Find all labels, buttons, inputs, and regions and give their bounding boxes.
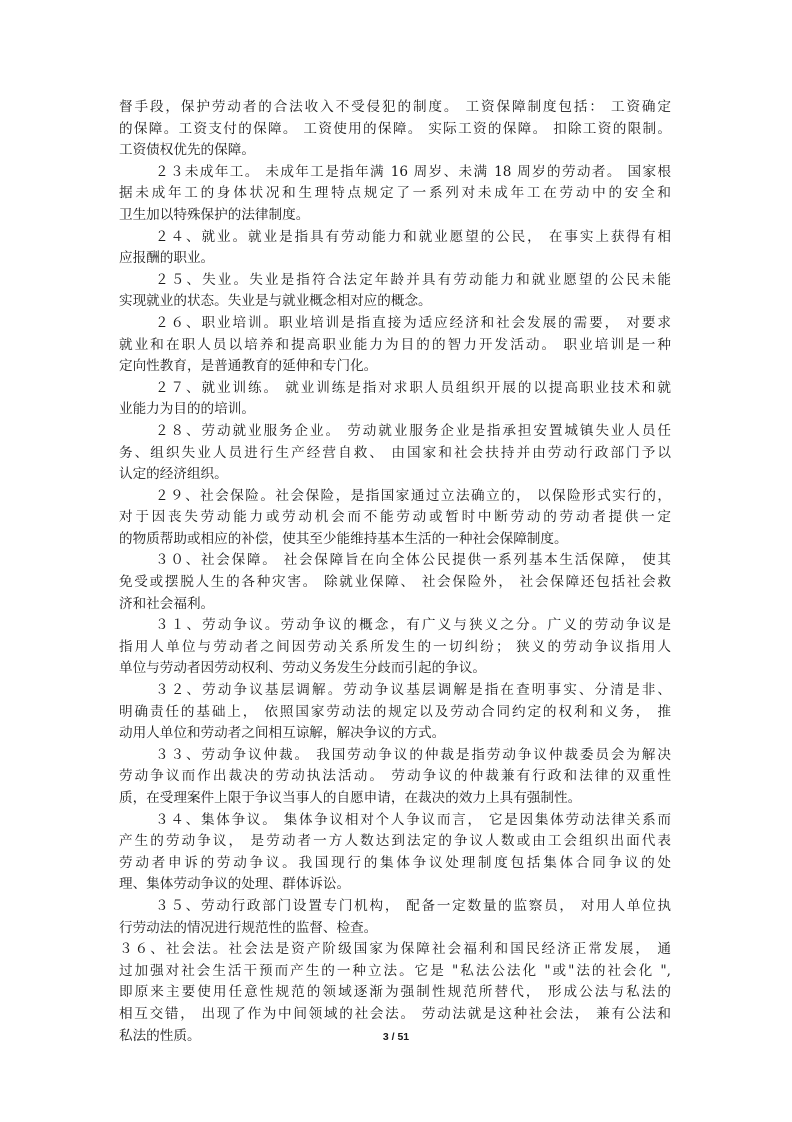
text-line: 产生的劳动争议， 是劳动者一方人数达到法定的争议人数或由工会组织出面代表 (119, 833, 671, 850)
paragraph-26-start: ２６、职业培训。职业培训是指直接为适应经济和社会发展的需要， 对要求 (155, 314, 671, 331)
text-line: 免受或摆脱人生的各种灾害。 除就业保障、 社会保险外， 社会保障还包括社会救 (119, 574, 671, 591)
paragraph-25-start: ２５、失业。失业是指符合法定年龄并具有劳动能力和就业愿望的公民未能 (155, 271, 671, 288)
text-line: 对于因丧失劳动能力或劳动机会而不能劳动或暂时中断劳动的劳动者提供一定 (119, 509, 671, 526)
text-line: 质，在受理案件上限于争议当事人的自愿申请，在裁决的效力上具有强制性。 (119, 790, 582, 806)
text-line: 督手段，保护劳动者的合法收入不受侵犯的制度。 工资保障制度包括： 工资确定 (119, 99, 671, 115)
text-line: 认定的经济组织。 (119, 466, 228, 483)
text-line: 业能力为目的的培训。 (119, 401, 255, 418)
paragraph-35-start: ３５、劳动行政部门设置专门机构， 配备一定数量的监察员， 对用人单位执 (155, 897, 671, 914)
paragraph-31-start: ３１、劳动争议。劳动争议的概念，有广义与狭义之分。广义的劳动争议是 (155, 617, 671, 634)
paragraph-33-start: ３３、劳动争议仲裁。 我国劳动争议的仲裁是指劳动争议仲裁委员会为解决 (155, 746, 671, 763)
text-line: 行劳动法的情况进行规范性的监督、检查。 (119, 919, 378, 936)
paragraph-23-start: ２３未成年工。 未成年工是指年满 16 周岁、未满 18 周岁的劳动者。 国家根 (155, 163, 671, 180)
text-line: 工资债权优先的保障。 (119, 142, 255, 159)
paragraph-32-start: ３２、劳动争议基层调解。劳动争议基层调解是指在查明事实、分清是非、 (155, 682, 671, 699)
text-line: 定向性教育，是普通教育的延伸和专门化。 (119, 358, 378, 375)
text-line: 过加强对社会生活干预而产生的一种立法。它是 "私法公法化 "或"法的社会化 ", (119, 962, 671, 979)
paragraph-27-start: ２７、就业训练。 就业训练是指对求职人员组织开展的以提高职业技术和就 (155, 379, 671, 396)
paragraph-34-start: ３４、集体争议。 集体争议相对个人争议而言， 它是因集体劳动法律关系而 (155, 811, 671, 828)
text-line: 动用人单位和劳动者之间相互谅解，解决争议的方式。 (119, 725, 446, 742)
page-number: 3 / 51 (382, 1031, 410, 1043)
document-body (119, 97, 671, 1047)
paragraph-30-start: ３０、社会保障。 社会保障旨在向全体公民提供一系列基本生活保障， 使其 (155, 552, 671, 569)
text-line: 的物质帮助或相应的补偿，使其至少能维持基本生活的一种社会保障制度。 (119, 530, 568, 547)
text-line: 的保障。工资支付的保障。 工资使用的保障。 实际工资的保障。 扣除工资的限制。 (119, 120, 671, 137)
text-line: 务、组织失业人员进行生产经营自救、 由国家和社会扶持并由劳动行政部门予以 (119, 444, 671, 461)
text-line: 劳动者申诉的劳动争议。我国现行的集体争议处理制度包括集体合同争议的处 (119, 854, 671, 871)
text-line: 理、集体劳动争议的处理、群体诉讼。 (119, 876, 351, 893)
text-line: 单位与劳动者因劳动权利、劳动义务发生分歧而引起的争议。 (119, 660, 487, 677)
paragraph-29-start: ２９、社会保险。社会保险，是指国家通过立法确立的， 以保险形式实行的， (155, 487, 671, 504)
text-line: 就业和在职人员以培养和提高职业能力为目的的智力开发活动。 职业培训是一种 (119, 336, 671, 353)
text-line: 相互交错， 出现了作为中间领域的社会法。 劳动法就是这种社会法， 兼有公法和 (119, 1005, 671, 1022)
paragraph-24-start: ２４、就业。就业是指具有劳动能力和就业愿望的公民， 在事实上获得有相 (155, 228, 671, 245)
paragraph-28-start: ２８、劳动就业服务企业。 劳动就业服务企业是指承担安置城镇失业人员任 (155, 422, 671, 439)
text-line: 据未成年工的身体状况和生理特点规定了一系列对未成年工在劳动中的安全和 (119, 185, 671, 202)
text-line: 指用人单位与劳动者之间因劳动关系所发生的一切纠纷； 狭义的劳动争议指用人 (119, 638, 671, 655)
text-line: 明确责任的基础上， 依照国家劳动法的规定以及劳动合同约定的权利和义务， 推 (119, 703, 671, 720)
text-line: 应报酬的职业。 (119, 250, 215, 267)
text-line: 济和社会福利。 (119, 595, 215, 612)
text-line: 实现就业的状态。失业是与就业概念相对应的概念。 (119, 293, 432, 310)
paragraph-36-start: ３６、社会法。社会法是资产阶级国家为保障社会福利和国民经济正常发展， 通 (119, 941, 671, 958)
text-line: 即原来主要使用任意性规范的领域逐渐为强制性规范所替代， 形成公法与私法的 (119, 984, 671, 1001)
text-line: 私法的性质。 (119, 1027, 201, 1044)
text-line: 劳动争议而作出裁决的劳动执法活动。 劳动争议的仲裁兼有行政和法律的双重性 (119, 768, 671, 785)
text-line: 卫生加以特殊保护的法律制度。 (119, 206, 310, 223)
